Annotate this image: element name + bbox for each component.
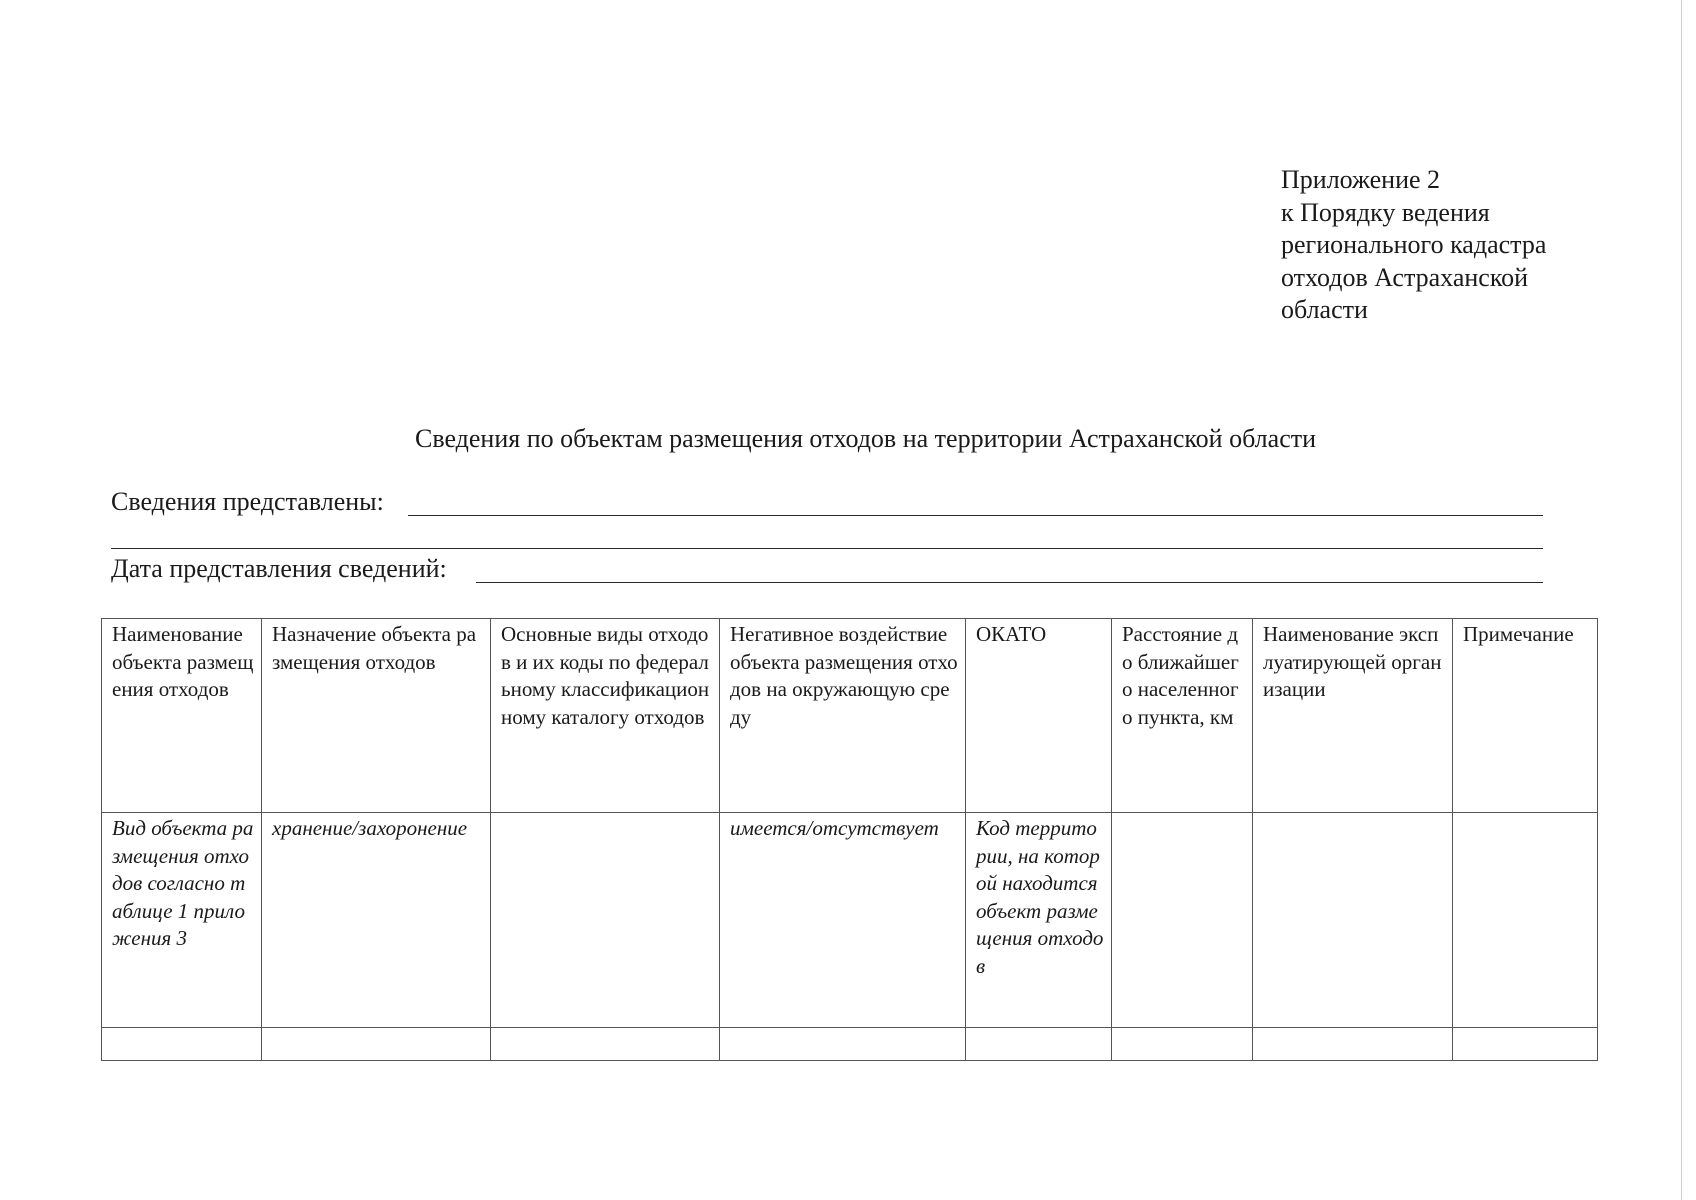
table-cell (1453, 813, 1598, 1028)
document-title-wrap (0, 422, 1696, 456)
appendix-line: Приложение 2 (1281, 165, 1441, 194)
header-operator: Наименование эксплуатирующей организации (1253, 619, 1453, 813)
appendix-line: регионального кадастра (1281, 230, 1547, 259)
header-facility-name: Наименование объекта размещения отходов (102, 619, 262, 813)
appendix-line: к Порядку ведения (1281, 197, 1490, 227)
table-cell[interactable] (720, 1028, 966, 1061)
table-cell: Вид объекта размещения отходов согласно таблице 1 приложения 3 (102, 813, 262, 1028)
table-cell[interactable] (1112, 1028, 1253, 1061)
table-cell[interactable] (491, 1028, 720, 1061)
table-row (102, 1028, 1598, 1061)
waste-facilities-table (101, 618, 1598, 1061)
submitted-by-field-continued[interactable] (111, 518, 1543, 549)
document-title: Сведения по объектам размещения отходов на территории Астраханской области (414, 424, 1317, 453)
table-cell[interactable] (1253, 1028, 1453, 1061)
submitted-by-label: Сведения представлены: (111, 487, 384, 516)
table-cell: имеется/отсутствует (720, 813, 966, 1028)
table-row (102, 813, 1598, 1028)
submission-date-field[interactable] (476, 551, 1543, 583)
table-cell (491, 813, 720, 1028)
table-cell[interactable] (966, 1028, 1112, 1061)
page-edge-line (1681, 0, 1682, 1200)
header-note: Примечание (1453, 619, 1598, 813)
header-distance: Расстояние до ближайшего населенного пункта, км (1112, 619, 1253, 813)
table-cell (1112, 813, 1253, 1028)
appendix-line: области (1281, 295, 1368, 324)
appendix-line: отходов Астраханской (1281, 262, 1529, 292)
table-cell (1253, 813, 1453, 1028)
table-header-row (102, 619, 1598, 813)
submission-date-label: Дата представления сведений: (111, 554, 447, 583)
table-cell: хранение/захоронение (262, 813, 491, 1028)
header-okato: ОКАТО (966, 619, 1112, 813)
table-cell[interactable] (262, 1028, 491, 1061)
appendix-reference (1281, 164, 1546, 327)
header-waste-types: Основные виды отходов и их коды по федеральному классификационному каталогу отходов (491, 619, 720, 813)
submitted-by-field[interactable] (408, 484, 1543, 516)
header-negative-impact: Негативное воздействие объекта размещения отходов на окружающую среду (720, 619, 966, 813)
header-facility-purpose: Назначение объекта размещения отходов (262, 619, 491, 813)
table-cell[interactable] (102, 1028, 262, 1061)
table-cell[interactable] (1453, 1028, 1598, 1061)
table-cell: Код территории, на которой находится объект размещения отходов (966, 813, 1112, 1028)
